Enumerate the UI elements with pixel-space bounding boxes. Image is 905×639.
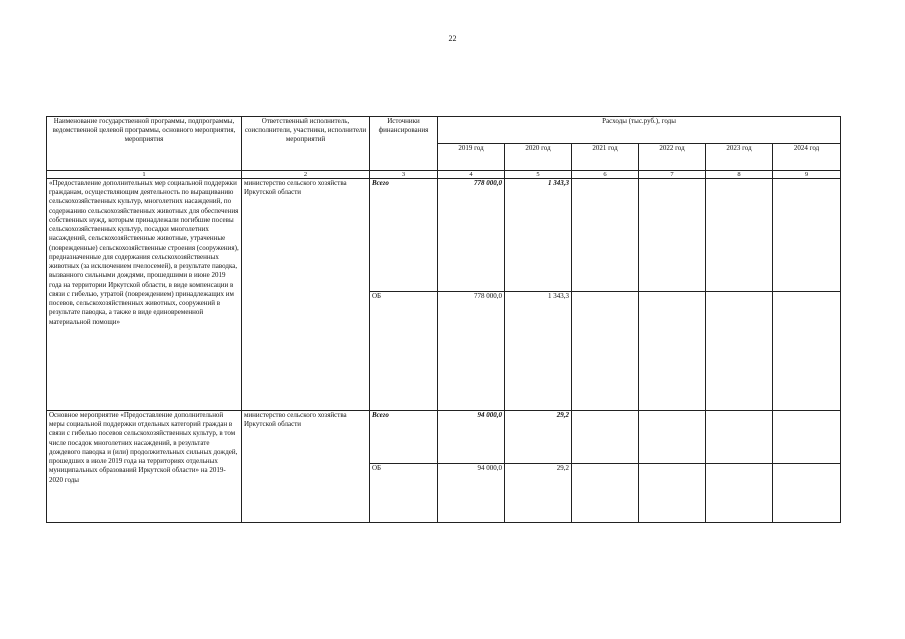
header-year: 2021 год — [572, 144, 639, 171]
value-cell — [572, 464, 639, 523]
column-number-row — [47, 171, 841, 179]
value-cell: 94 000,0 — [438, 464, 505, 523]
value-cell — [706, 411, 773, 464]
source-label: Всего — [370, 411, 438, 464]
value-cell — [639, 179, 706, 292]
value-cell: 1 343,3 — [505, 179, 572, 292]
value-cell: 94 000,0 — [438, 411, 505, 464]
value-cell — [706, 464, 773, 523]
column-number: 8 — [706, 171, 773, 179]
header-year: 2019 год — [438, 144, 505, 171]
header-year: 2022 год — [639, 144, 706, 171]
header-name: Наименование государственной программы, подпрограммы, ведомственной целевой программы, основного мероприятия, мероприятия — [47, 117, 242, 171]
page-number: 22 — [448, 34, 457, 43]
value-cell: 29,2 — [505, 411, 572, 464]
measure-name: «Предоставление дополнительных мер социальной поддержки гражданам, осуществляющим деятельность по выращиванию сельскохозяйственных культур, многолетних насаждений, по содержанию сельскохозяйственных животных для обеспечения собственных нужд, которым принадлежали погибшие посевы сельскохозяйственных культур, посадки многолетних насаждений, сельскохозяйственные животные, утраченные (поврежденные) сельскохозяйственные строения (сооружения), предназначенные для содержания сельскохозяйственных животных (за исключением пчелосемей), в результате паводка, вызванного сильными дождями, прошедшими в июне 2019 года на территории Иркутской области, в виде компенсации в связи с гибелью, утратой (повреждением) принадлежащих им посевов, сельскохозяйственных животных, сооружений в результате паводка, а также в виде единовременной материальной помощи» — [47, 179, 242, 411]
source-label: ОБ — [370, 292, 438, 411]
value-cell — [572, 411, 639, 464]
measure-name: Основное мероприятие «Предоставление дополнительной меры социальной поддержки отдельных категорий граждан в связи с гибелью посевов сельскохозяйственных культур, в том числе посадок многолетних насаждений, в результате дождевого паводка и (или) продолжительных сильных дождей, прошедших в июле 2019 года на территориях отдельных муниципальных образований Иркутской области» на 2019-2020 годы — [47, 411, 242, 523]
header-year: 2020 год — [505, 144, 572, 171]
column-number: 1 — [47, 171, 242, 179]
value-cell — [773, 292, 841, 411]
source-label: Всего — [370, 179, 438, 292]
source-label: ОБ — [370, 464, 438, 523]
value-cell — [773, 411, 841, 464]
column-number: 4 — [438, 171, 505, 179]
value-cell — [572, 179, 639, 292]
value-cell — [706, 179, 773, 292]
column-number: 5 — [505, 171, 572, 179]
table-row — [47, 179, 841, 292]
table-row — [47, 411, 841, 464]
column-number: 3 — [370, 171, 438, 179]
executor-cell: министерство сельского хозяйства Иркутской области — [242, 411, 370, 523]
value-cell — [639, 411, 706, 464]
header-expenses: Расходы (тыс.руб.), годы — [438, 117, 841, 144]
column-number: 2 — [242, 171, 370, 179]
header-source: Источники финансирования — [370, 117, 438, 171]
value-cell — [639, 292, 706, 411]
value-cell: 778 000,0 — [438, 292, 505, 411]
column-number: 6 — [572, 171, 639, 179]
value-cell: 778 000,0 — [438, 179, 505, 292]
value-cell — [773, 464, 841, 523]
value-cell — [639, 464, 706, 523]
header-year: 2023 год — [706, 144, 773, 171]
value-cell — [706, 292, 773, 411]
header-year: 2024 год — [773, 144, 841, 171]
column-number: 9 — [773, 171, 841, 179]
budget-table — [46, 116, 841, 523]
executor-cell: министерство сельского хозяйства Иркутской области — [242, 179, 370, 411]
value-cell — [572, 292, 639, 411]
column-number: 7 — [639, 171, 706, 179]
value-cell — [773, 179, 841, 292]
value-cell: 1 343,3 — [505, 292, 572, 411]
header-executor: Ответственный исполнитель, соисполнители, участники, исполнители мероприятий — [242, 117, 370, 171]
value-cell: 29,2 — [505, 464, 572, 523]
